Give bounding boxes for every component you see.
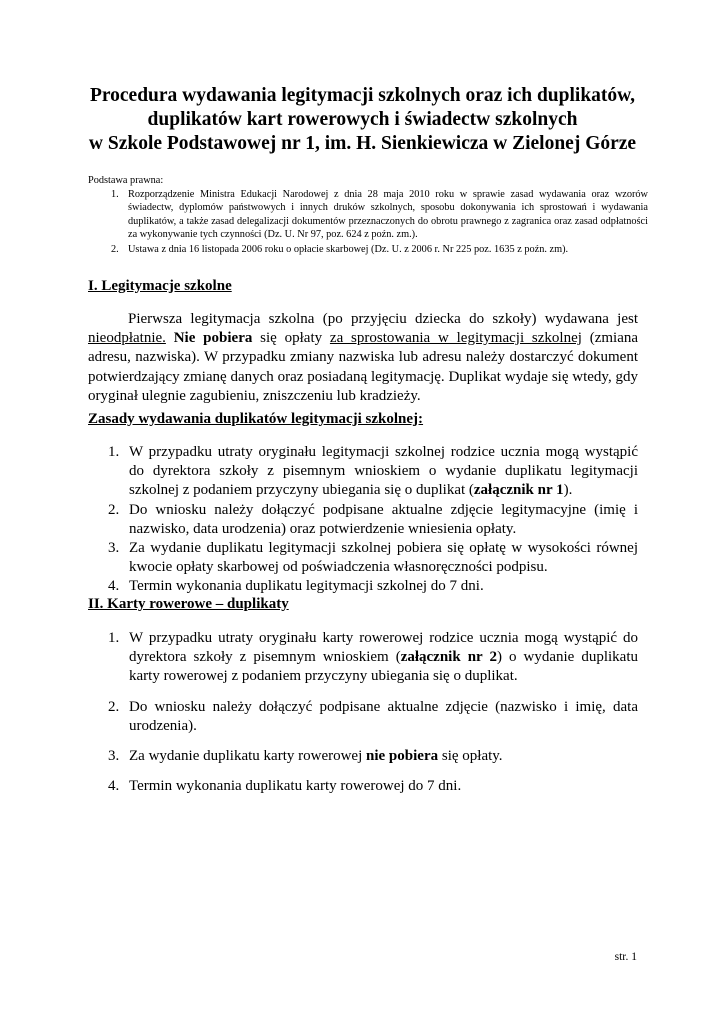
legal-basis-item [88, 243, 648, 256]
list-item [88, 443, 638, 501]
list-item [88, 501, 638, 539]
legal-basis-list [88, 188, 648, 256]
item-text: Za wydanie duplikatu karty rowerowej [129, 748, 367, 765]
page-number: str. 1 [614, 951, 637, 963]
list-item [88, 698, 638, 736]
item-number: 2. [111, 244, 119, 256]
section-1-heading: I. Legitymacje szkolne [88, 278, 232, 294]
list-item [88, 777, 638, 796]
item-text: Do wniosku należy dołączyć podpisane aktualne zdjęcie legitymacyjne (imię i nazwisko, data urodzenia) oraz potwierdzenie wniesienia opłaty. [129, 501, 638, 537]
item-number: 4. [108, 778, 120, 795]
title-line-2: duplikatów kart rowerowych i świadectw szkolnych [147, 109, 578, 130]
item-text: W przypadku utraty oryginału legitymacji szkolnej rodzice ucznia mogą wystąpić do dyrektora szkoły z pisemnym wnioskiem o wydanie duplikatu legitymacji szkolnej z podaniem przyczyny ubiegania się o duplikat ( [129, 444, 638, 499]
para-text: Pierwsza legitymacja szkolna (po przyjęciu dziecka do szkoły) wydawana jest [128, 311, 638, 327]
item-number: 2. [108, 501, 120, 518]
legal-basis-heading: Podstawa prawna: [88, 175, 164, 186]
item-number: 1. [108, 444, 120, 460]
section-2-heading: II. Karty rowerowe – duplikaty [88, 596, 289, 612]
title-line-1: Procedura wydawania legitymacji szkolnych oraz ich duplikatów, [89, 85, 636, 106]
item-number: 3. [108, 540, 120, 557]
no-fee-bold: Nie pobiera [173, 330, 253, 347]
item-text: Ustawa z dnia 16 listopada 2006 roku o opłacie skarbowej (Dz. U. z 2006 r. Nr 225 poz. 1635 z poźn. zm). [128, 244, 569, 256]
attachment-ref: załącznik nr 2 [400, 649, 497, 666]
list-item [88, 539, 638, 577]
item-number: 2. [108, 698, 120, 715]
legal-basis [88, 174, 648, 256]
item-number: 1. [108, 630, 120, 646]
section-1-paragraph [88, 310, 638, 406]
item-text: Rozporządzenie Ministra Edukacji Narodowej z dnia 28 maja 2010 roku w sprawie zasad wydawania oraz wzorów świadectw, dyplomów państwowych i innych druków szkolnych, sposobu dokonywania ich sprostowań i wydawania duplikatów, a także zasad delegalizacji dokumentów przeznaczonych do obrotu prawnego z zagranica oraz zasad odpłatności za wykonywanie tych czynności (Dz. U. Nr 97, poz. 624 z poźn. zm.). [128, 189, 648, 240]
item-text: Termin wykonania duplikatu karty rowerowej do 7 dni. [129, 778, 462, 795]
list-item [88, 747, 638, 766]
item-text: Termin wykonania duplikatu legitymacji szkolnej do 7 dni. [129, 578, 484, 595]
duplicates-rules-list [88, 443, 638, 597]
list-item [88, 577, 638, 596]
free-of-charge-text: nieodpłatnie. [88, 330, 166, 347]
no-fee-bold: nie pobiera [366, 748, 439, 765]
legal-basis-item [88, 188, 648, 241]
title-line-3: w Szkole Podstawowej nr 1, im. H. Sienkiewicza w Zielonej Górze [88, 133, 637, 154]
item-text: ). [563, 482, 573, 499]
item-text: ) o wydanie duplikatu karty rowerowej z podaniem przyczyny ubiegania się o duplikat. [129, 649, 638, 685]
item-text: W przypadku utraty oryginału karty rowerowej rodzice ucznia mogą wystąpić do dyrektora szkoły z pisemnym wnioskiem ( [129, 630, 638, 666]
duplicates-rules-heading: Zasady wydawania duplikatów legitymacji szkolnej: [88, 411, 424, 427]
item-number: 4. [108, 578, 120, 595]
attachment-ref: załącznik nr 1 [473, 482, 564, 499]
item-text: Do wniosku należy dołączyć podpisane aktualne zdjęcie (nazwisko i imię, data urodzenia). [129, 698, 638, 734]
item-text: Za wydanie duplikatu legitymacji szkolnej pobiera się opłatę w wysokości równej kwocie opłaty skarbowej od poświadczenia własnoręczności podpisu. [129, 540, 638, 576]
para-text: (zmiana adresu, nazwiska). W przypadku zmiany nazwiska lub adresu należy dostarczyć dokument potwierdzający zmianę danych oraz posiadaną legitymację. Duplikat wydaje się wtedy, gdy oryginał ulegnie zagubieniu, zniszczeniu lub kradzieży. [88, 330, 639, 404]
bike-card-list [88, 629, 638, 796]
para-text: się opłaty [252, 330, 330, 347]
correction-underlined: za sprostowania w legitymacji szkolnej [329, 330, 582, 347]
list-item [88, 629, 638, 687]
item-text: się opłaty. [438, 748, 503, 765]
item-number: 3. [108, 748, 120, 765]
para-text [166, 330, 174, 346]
document-title [60, 84, 665, 156]
item-number: 1. [111, 189, 119, 201]
